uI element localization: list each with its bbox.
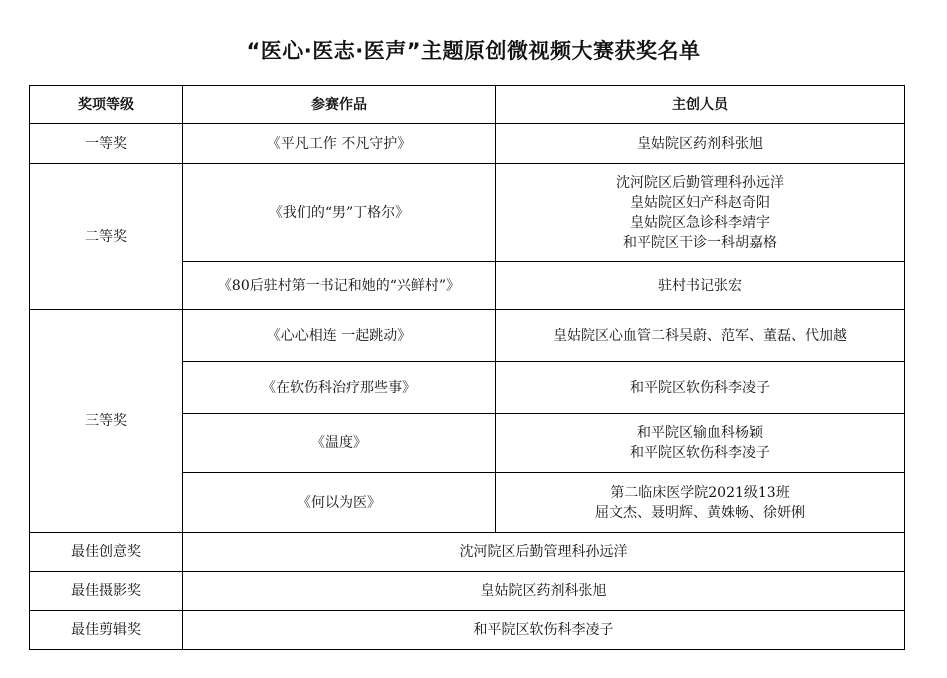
page-title: “医心·医志·医声”主题原创微视频大赛获奖名单 [246,39,701,63]
creator-line: 和平院区干诊一科胡嘉格 [623,234,777,251]
award-level-cell: 三等奖 [30,310,183,533]
creator-line: 沈河院区后勤管理科孙远洋 [616,174,784,191]
table-header-row [30,86,905,124]
creator-line: 和平院区输血科杨颖 [637,425,763,441]
entry-work-cell: 《平凡工作 不凡守护》 [183,124,496,164]
award-level-cell: 最佳创意奖 [30,533,183,572]
entry-work-cell: 《何以为医》 [183,473,496,533]
winner-cell: 皇姑院区药剂科张旭 [183,572,905,611]
table-row [30,124,905,164]
creator-line: 皇姑院区妇产科赵奇阳 [630,194,770,211]
creator-line: 皇姑院区药剂科张旭 [637,135,763,152]
creators-cell [496,473,905,533]
header-creators: 主创人员 [496,86,905,124]
winner-cell: 和平院区软伤科李凌子 [183,611,905,650]
creators-cell [496,414,905,473]
creators-cell [496,164,905,262]
creators-cell [496,262,905,310]
table-row [30,611,905,650]
entry-work-cell: 《温度》 [183,414,496,473]
header-entry-work: 参赛作品 [183,86,496,124]
creator-line: 驻村书记张宏 [658,277,742,294]
winner-cell: 沈河院区后勤管理科孙远洋 [183,533,905,572]
creator-line: 皇姑院区心血管二科吴蔚、范军、董磊、代加越 [553,327,847,344]
table-row [30,533,905,572]
table-row [30,164,905,262]
table-row [30,572,905,611]
entry-work-cell: 《心心相连 一起跳动》 [183,310,496,362]
entry-work-cell: 《我们的“男”丁格尔》 [183,164,496,262]
award-level-cell: 最佳摄影奖 [30,572,183,611]
award-level-cell: 一等奖 [30,124,183,164]
creator-line: 皇姑院区急诊科李靖宇 [630,214,770,231]
creators-cell [496,362,905,414]
award-level-cell: 二等奖 [30,164,183,310]
entry-work-cell: 《在软伤科治疗那些事》 [183,362,496,414]
creators-cell [496,310,905,362]
header-award-level: 奖项等级 [30,86,183,124]
award-table [29,85,905,650]
creator-line: 第二临床医学院2021级13班 [610,484,790,501]
creators-cell [496,124,905,164]
creator-line: 和平院区软伤科李凌子 [630,379,770,396]
creator-line: 屈文杰、聂明辉、黄姝畅、徐妍俐 [595,504,805,521]
award-level-cell: 最佳剪辑奖 [30,611,183,650]
entry-work-cell: 《80后驻村第一书记和她的“兴鲜村”》 [183,262,496,310]
table-row [30,310,905,362]
creator-line: 和平院区软伤科李凌子 [630,445,770,461]
